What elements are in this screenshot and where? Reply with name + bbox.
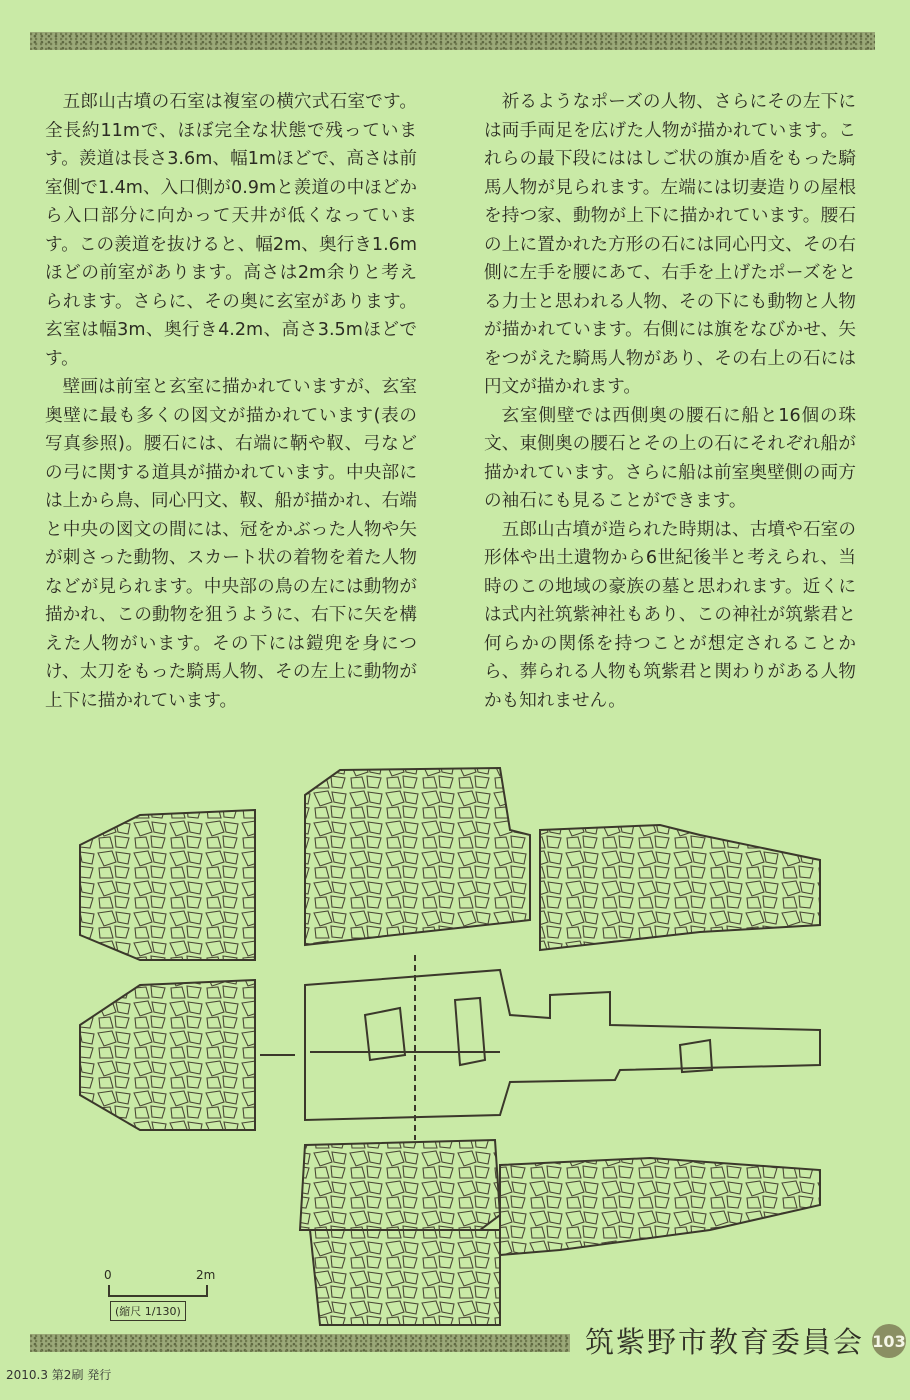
publisher-name: 筑紫野市教育委員会 [585,1325,865,1359]
bottom-decorative-band [30,1334,570,1352]
left-paragraph-2: 壁画は前室と玄室に描かれていますが、玄室奥壁に最も多くの図文が描かれています(表の写真参照)。腰石には、右端に鞆や靫、弓などの弓に関する道具が描かれています。中央部には上から鳥、同心円文、靫、船が描かれ、右端と中央の図文の間には、冠をかぶった人物や矢が刺さった動物、スカート状の着物を着た人物などが見られます。中央部の鳥の左には動物が描かれ、この動物を狙うように、右下に矢を構えた人物がいます。その下には鎧兜を身につけ、太刀をもった騎馬人物、その左上に動物が上下に描かれています。 [45,377,417,711]
scale-zero-label: 0 [104,1268,112,1282]
left-text-column [45,88,417,715]
scale-ticks [108,1283,208,1297]
ground-plan [80,955,820,1140]
left-paragraph-1: 五郎山古墳の石室は複室の横穴式石室です。全長約11mで、ほぼ完全な状態で残っています。羨道は長さ3.6m、幅1mほどで、高さは前室側で1.4m、入口側が0.9mと羨道の中ほどから入口部分に向かって天井が低くなっています。この羨道を抜けると、幅2m、奥行き1.6mほどの前室があります。高さは2m余りと考えられます。さらに、その奥に玄室があります。玄室は幅3m、奥行き4.2m、高さ3.5mほどです。 [45,92,417,369]
stone-chamber-plan-drawing [60,760,850,1330]
issue-info: 2010.3 第2刷 発行 [6,1368,112,1382]
west-wall-elevation [80,768,820,960]
right-paragraph-2: 玄室側壁では西側奥の腰石に船と16個の珠文、東側奥の腰石とその上の石にそれぞれ船が描かれています。さらに船は前室奥壁側の両方の袖石にも見ることができます。 [484,405,856,511]
east-wall-elevation [300,1140,820,1325]
right-paragraph-1: 祈るようなポーズの人物、さらにその左下には両手両足を広げた人物が描かれています。これらの最下段にははしご状の旗か盾をもった騎馬人物が見られます。左端には切妻造りの屋根を持つ家、動物が上下に描かれています。腰石の上に置かれた方形の石には同心円文、その右側に左手を腰にあて、右手を上げたポーズをとる力士と思われる人物、その下にも動物と人物が描かれています。右側には旗をなびかせ、矢をつがえた騎馬人物があり、その右上の石には円文が描かれます。 [484,92,856,397]
page-number-badge: 103 [872,1324,906,1358]
scale-max-label: 2m [196,1268,216,1282]
scale-caption: (縮尺 1/130) [110,1301,186,1321]
scale-bar [100,1268,230,1325]
top-decorative-band [30,32,875,50]
right-paragraph-3: 五郎山古墳が造られた時期は、古墳や石室の形体や出土遺物から6世紀後半と考えられ、当時のこの地域の豪族の墓と思われます。近くには式内社筑紫神社もあり、この神社が筑紫君と何らかの関係を持つことが想定されることから、葬られる人物も筑紫君と関わりがある人物かも知れません。 [484,519,856,711]
right-text-column [484,88,856,715]
